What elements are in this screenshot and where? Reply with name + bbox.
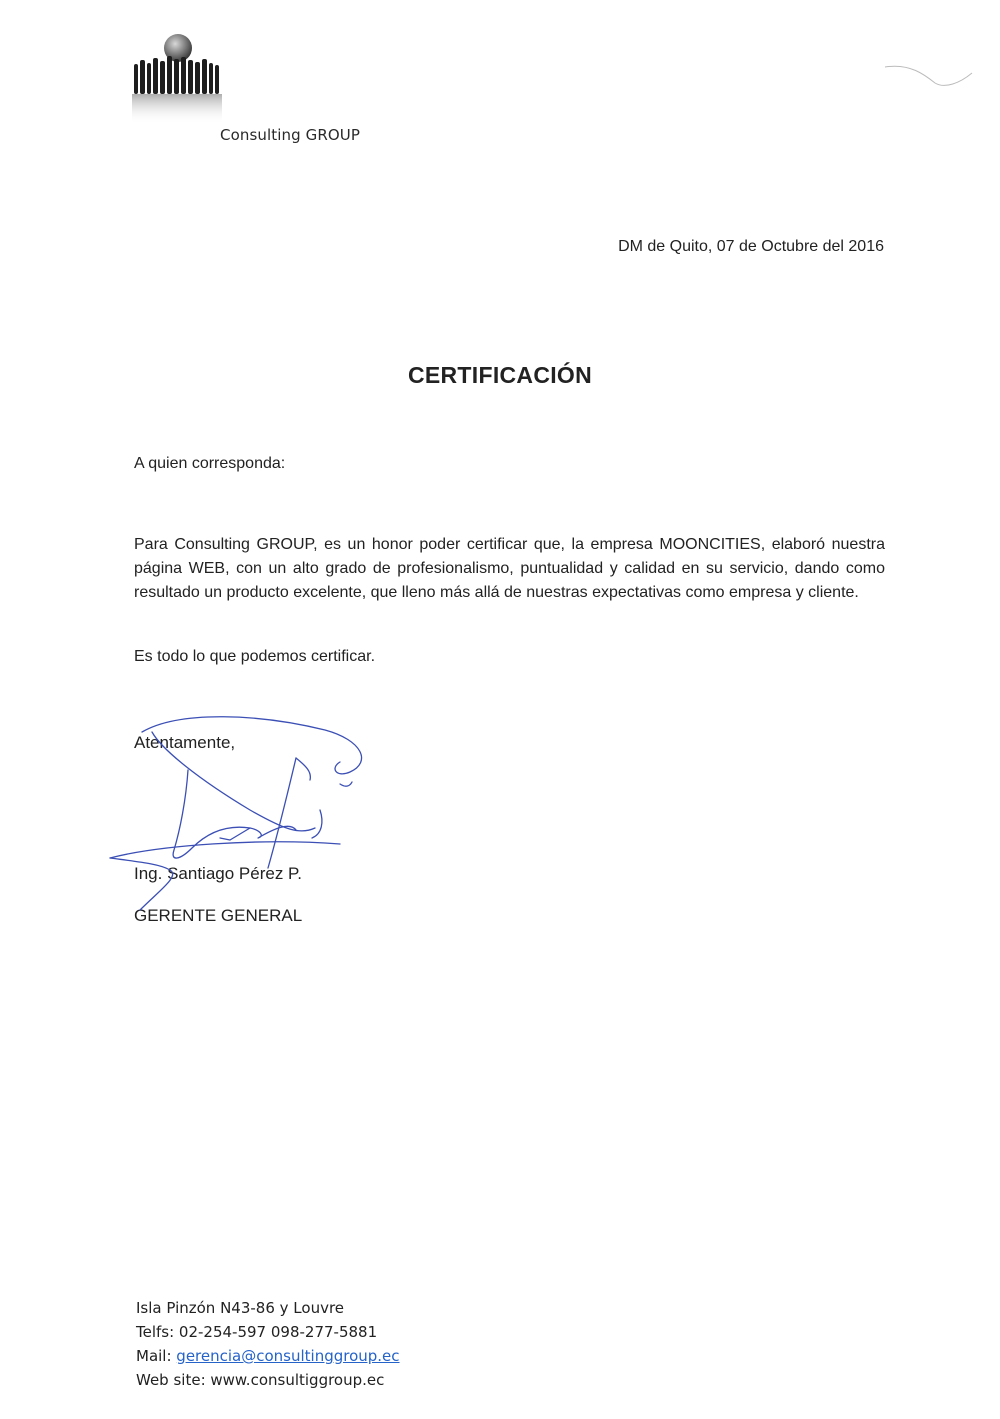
footer-phones: Telfs: 02-254-597 098-277-5881 [136,1323,378,1341]
signer-name: Ing. Santiago Pérez P. [134,864,302,883]
letter-date: DM de Quito, 07 de Octubre del 2016 [618,238,884,255]
footer-mail-link[interactable]: gerencia@consultinggroup.ec [176,1347,400,1365]
document-title: CERTIFICACIÓN [407,362,593,388]
valediction: Atentamente, [134,733,236,752]
footer-mail-label: Mail: [136,1347,177,1365]
footer-address: Isla Pinzón N43-86 y Louvre [136,1299,345,1317]
scan-artifact-mark [880,55,980,95]
people-globe-logo-icon [128,30,228,130]
company-name: Consulting GROUP [220,126,360,144]
company-logo [128,30,228,130]
salutation: A quien corresponda: [134,455,286,472]
body-paragraph: Para Consulting GROUP, es un honor poder certificar que, la empresa MOONCITIES, elaboró nuestra página WEB, con un alto grado de profesionalismo, puntualidad y calidad en su servicio, dando como resultado un producto excelente, que lleno más allá de nuestras expectativas como empresa y cliente. [134,536,885,601]
signer-title: GERENTE GENERAL [134,906,303,925]
footer-mail-line [136,1344,400,1368]
closing-line: Es todo lo que podemos certificar. [134,648,376,665]
footer-website: Web site: www.consultiggroup.ec [136,1371,385,1389]
footer-contact [136,1296,400,1392]
